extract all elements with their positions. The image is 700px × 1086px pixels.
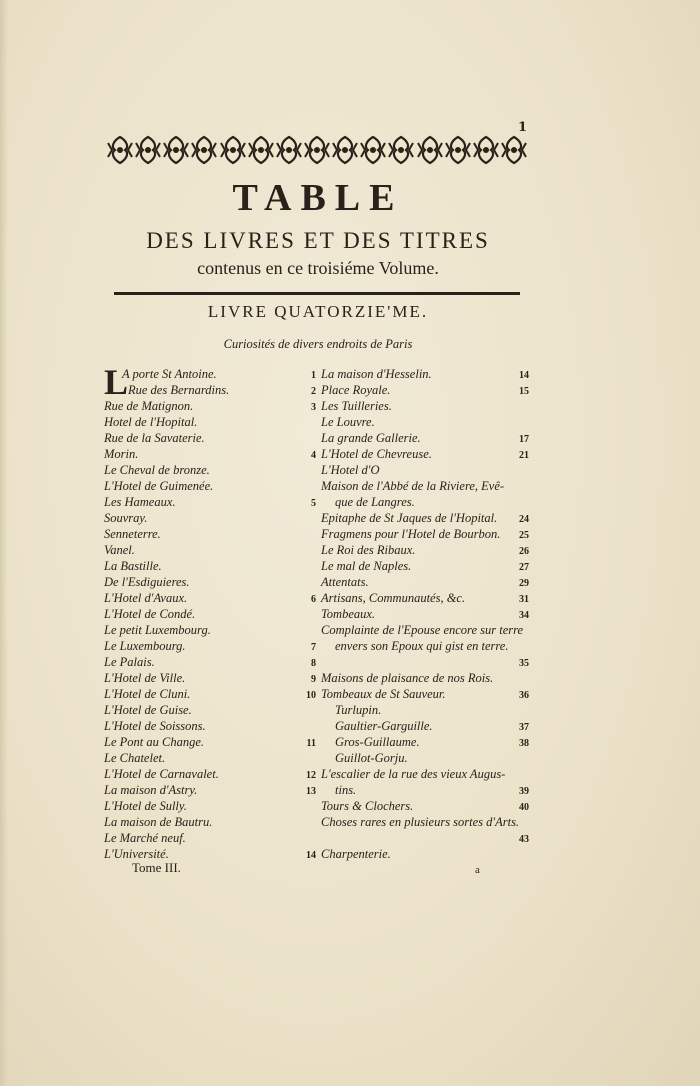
toc-entry [104, 542, 316, 558]
toc-entry-title: Maisons de plaisance de nos Rois. [321, 671, 494, 685]
toc-entry-title: Gros-Guillaume. [335, 735, 420, 749]
horizontal-rule [114, 292, 520, 295]
toc-entry [321, 606, 529, 622]
toc-entry-title: Place Royale. [321, 383, 391, 397]
toc-entry-title: Le Cheval de bronze. [104, 463, 210, 477]
toc-entry-page: 11 [306, 738, 316, 749]
toc-entry-title: Epitaphe de St Jaques de l'Hopital. [321, 511, 498, 525]
toc-entry-title: Souvray. [104, 511, 148, 525]
toc-entry-title: Le Palais. [104, 655, 155, 669]
toc-entry [104, 670, 316, 686]
toc-entry-title: L'Hotel de Condé. [104, 607, 196, 621]
ornament-motif-icon [388, 135, 414, 165]
toc-entry-page: 35 [519, 658, 529, 669]
toc-entry [321, 734, 529, 750]
toc-entry [321, 638, 529, 654]
toc-entry-title: L'Hotel de Guimenée. [104, 479, 214, 493]
ornament-motif-icon [304, 135, 330, 165]
headpiece-ornament [107, 134, 527, 166]
ornament-motif-icon [417, 135, 443, 165]
toc-entry-page: 34 [519, 610, 529, 621]
ornament-motif-icon [473, 135, 499, 165]
toc-entry-title: L'Hotel de Guise. [104, 703, 192, 717]
toc-entry-title: L'escalier de la rue des vieux Augus- [321, 767, 506, 781]
toc-entry-title: La maison de Bautru. [104, 815, 213, 829]
toc-entry [321, 462, 529, 478]
toc-entry [104, 814, 316, 830]
toc-entry-title: que de Langres. [335, 495, 415, 509]
toc-entry-title: L'Université. [104, 847, 169, 861]
toc-entry-page: 37 [519, 722, 529, 733]
toc-entry-title: Le petit Luxembourg. [104, 623, 211, 637]
toc-entry [321, 830, 529, 846]
ornament-motif-icon [276, 135, 302, 165]
section-heading: Curiosités de divers endroits de Paris [223, 337, 413, 351]
toc-entry-page: 1 [311, 370, 316, 381]
toc-entry-page: 3 [311, 402, 316, 413]
toc-entry [104, 558, 316, 574]
toc-entry [104, 382, 316, 398]
toc-entry-title: Le Louvre. [321, 415, 375, 429]
toc-column-left [104, 362, 316, 862]
toc-entry-title: La maison d'Astry. [104, 783, 198, 797]
ornament-motif-icon [445, 135, 471, 165]
toc-entry-title: Le mal de Naples. [321, 559, 412, 573]
toc-entry-title: Tombeaux. [321, 607, 376, 621]
toc-entry [104, 430, 316, 446]
toc-entry-title: Le Roi des Ribaux. [321, 543, 416, 557]
toc-entry [321, 494, 529, 510]
toc-entry [321, 702, 529, 718]
page-number: 1 [518, 120, 528, 135]
toc-entry-page: 8 [311, 658, 316, 669]
toc-entry-title: Choses rares en plusieurs sortes d'Arts. [321, 815, 520, 829]
toc-entry-title: L'Hotel d'O [321, 463, 380, 477]
toc-entry-title: Le Pont au Change. [104, 735, 204, 749]
ornament-motif-icon [332, 135, 358, 165]
toc-entry-title: Tombeaux de St Sauveur. [321, 687, 446, 701]
toc-entry [104, 494, 316, 510]
drop-capital: L [104, 362, 129, 402]
ornament-motif-icon [248, 135, 274, 165]
toc-entry-title: Complainte de l'Epouse encore sur terre [321, 623, 524, 637]
ornament-motif-icon [107, 135, 133, 165]
toc-entry [321, 542, 529, 558]
toc-entry [321, 414, 529, 430]
toc-entry-title: La Bastille. [104, 559, 162, 573]
toc-entry [321, 558, 529, 574]
toc-entry-title: A porte St Antoine. [122, 367, 217, 381]
toc-entry [104, 590, 316, 606]
toc-entry [321, 814, 529, 830]
ornament-motif-icon [360, 135, 386, 165]
toc-entry [321, 782, 529, 798]
toc-entry-page: 40 [519, 802, 529, 813]
toc-entry [321, 526, 529, 542]
toc-entry-page: 6 [311, 594, 316, 605]
toc-entry-title: Guillot-Gorju. [335, 751, 408, 765]
toc-entry-title: Les Hameaux. [104, 495, 176, 509]
toc-entry [321, 510, 529, 526]
toc-entry [104, 414, 316, 430]
toc-entry-page: 13 [306, 786, 316, 797]
toc-entry-title: Le Marché neuf. [104, 831, 186, 845]
toc-entry-title: Le Luxembourg. [104, 639, 186, 653]
toc-entry-title: Rue de Matignon. [104, 399, 194, 413]
toc-entry-title: Senneterre. [104, 527, 161, 541]
toc-entry [104, 574, 316, 590]
toc-entry [104, 478, 316, 494]
toc-entry-page: 5 [311, 498, 316, 509]
toc-entry [104, 782, 316, 798]
toc-entry-page: 4 [311, 450, 316, 461]
toc-entry [104, 622, 316, 638]
toc-entry [104, 702, 316, 718]
toc-entry [104, 830, 316, 846]
toc-entry [321, 398, 529, 414]
toc-entry [104, 638, 316, 654]
toc-entry-title: L'Hotel de Carnavalet. [104, 767, 219, 781]
toc-entry-title: Gaultier-Garguille. [335, 719, 433, 733]
toc-entry-page: 39 [519, 786, 529, 797]
toc-entry [104, 798, 316, 814]
toc-entry-page: 25 [519, 530, 529, 541]
toc-entry [104, 446, 316, 462]
ornament-motif-icon [191, 135, 217, 165]
toc-entry [104, 510, 316, 526]
toc-entry-title: Maison de l'Abbé de la Riviere, Evê- [321, 479, 505, 493]
toc-entry-page: 29 [519, 578, 529, 589]
toc-entry [321, 654, 529, 670]
toc-entry [321, 430, 529, 446]
toc-entry [104, 686, 316, 702]
toc-entry [104, 366, 316, 382]
toc-entry-page: 12 [306, 770, 316, 781]
signature-mark: a [475, 864, 480, 876]
toc-entry [321, 686, 529, 702]
toc-entry [321, 382, 529, 398]
toc-entry-title: Vanel. [104, 543, 135, 557]
toc-entry [104, 398, 316, 414]
ornament-motif-icon [501, 135, 527, 165]
toc-entry-title: La maison d'Hesselin. [321, 367, 432, 381]
toc-entry-page: 43 [519, 834, 529, 845]
toc-entry [321, 478, 529, 494]
toc-entry-page: 38 [519, 738, 529, 749]
ornament-motif-icon [163, 135, 189, 165]
toc-entry-title: envers son Epoux qui gist en terre. [335, 639, 509, 653]
toc-entry-title: L'Hotel de Chevreuse. [321, 447, 432, 461]
toc-entry-page: 14 [519, 370, 529, 381]
toc-entry [104, 766, 316, 782]
toc-entry-title: Fragmens pour l'Hotel de Bourbon. [321, 527, 501, 541]
toc-entry [104, 654, 316, 670]
toc-entry [104, 750, 316, 766]
ornament-motif-icon [220, 135, 246, 165]
toc-entry-title: Morin. [104, 447, 139, 461]
toc-entry [321, 574, 529, 590]
toc-entry-title: L'Hotel de Soissons. [104, 719, 206, 733]
toc-entry [104, 606, 316, 622]
toc-entry-title: Tours & Clochers. [321, 799, 414, 813]
toc-entry-title: L'Hotel de Cluni. [104, 687, 191, 701]
toc-entry [104, 526, 316, 542]
toc-entry-title: Artisans, Communautés, &c. [321, 591, 466, 605]
page-subtitle-secondary: contenus en ce troisiéme Volume. [197, 258, 439, 278]
page-subtitle: DES LIVRES ET DES TITRES [146, 228, 490, 253]
toc-entry [321, 366, 529, 382]
toc-entry-page: 2 [311, 386, 316, 397]
toc-entry [321, 670, 529, 686]
toc-entry-title: Rue des Bernardins. [128, 383, 230, 397]
toc-entry-title: Charpenterie. [321, 847, 391, 861]
toc-entry-title: tins. [335, 783, 357, 797]
book-heading: LIVRE QUATORZIE'ME. [207, 302, 429, 321]
toc-entry [104, 462, 316, 478]
toc-entry-title: Turlupin. [335, 703, 382, 717]
page-title: TABLE [232, 177, 404, 219]
toc-entry [321, 718, 529, 734]
toc-entry [321, 798, 529, 814]
toc-entry [321, 766, 529, 782]
page-gutter-shadow [0, 0, 8, 1086]
toc-entry [104, 734, 316, 750]
toc-entry-title: Hotel de l'Hopital. [104, 415, 198, 429]
toc-entry-page: 10 [306, 690, 316, 701]
toc-entry-page: 15 [519, 386, 529, 397]
toc-entry-title: De l'Esdiguieres. [104, 575, 190, 589]
toc-entry [321, 846, 529, 862]
toc-entry-page: 36 [519, 690, 529, 701]
toc-entry-title: L'Hotel de Ville. [104, 671, 186, 685]
volume-signature: Tome III. [132, 860, 181, 875]
toc-entry-title: L'Hotel d'Avaux. [104, 591, 188, 605]
toc-entry-page: 26 [519, 546, 529, 557]
toc-entry [321, 750, 529, 766]
toc-entry-title: Attentats. [321, 575, 369, 589]
toc-entry-title: La grande Gallerie. [321, 431, 421, 445]
toc-entry-title: Le Chatelet. [104, 751, 166, 765]
toc-entry [321, 590, 529, 606]
ornament-motif-icon [135, 135, 161, 165]
toc-entry [104, 718, 316, 734]
toc-entry-page: 27 [519, 562, 529, 573]
toc-entry-title: Rue de la Savaterie. [104, 431, 205, 445]
toc-entry-page: 7 [311, 642, 316, 653]
toc-entry-page: 14 [306, 850, 316, 861]
toc-entry-page: 9 [311, 674, 316, 685]
toc-entry-page: 17 [519, 434, 529, 445]
toc-entry-page: 31 [519, 594, 529, 605]
toc-entry [321, 622, 529, 638]
toc-entry-page: 21 [519, 450, 529, 461]
toc-entry-page: 24 [519, 514, 529, 525]
toc-entry-title: L'Hotel de Sully. [104, 799, 187, 813]
toc-column-right [321, 366, 529, 862]
toc-entry-title: Les Tuilleries. [321, 399, 392, 413]
toc-entry [321, 446, 529, 462]
